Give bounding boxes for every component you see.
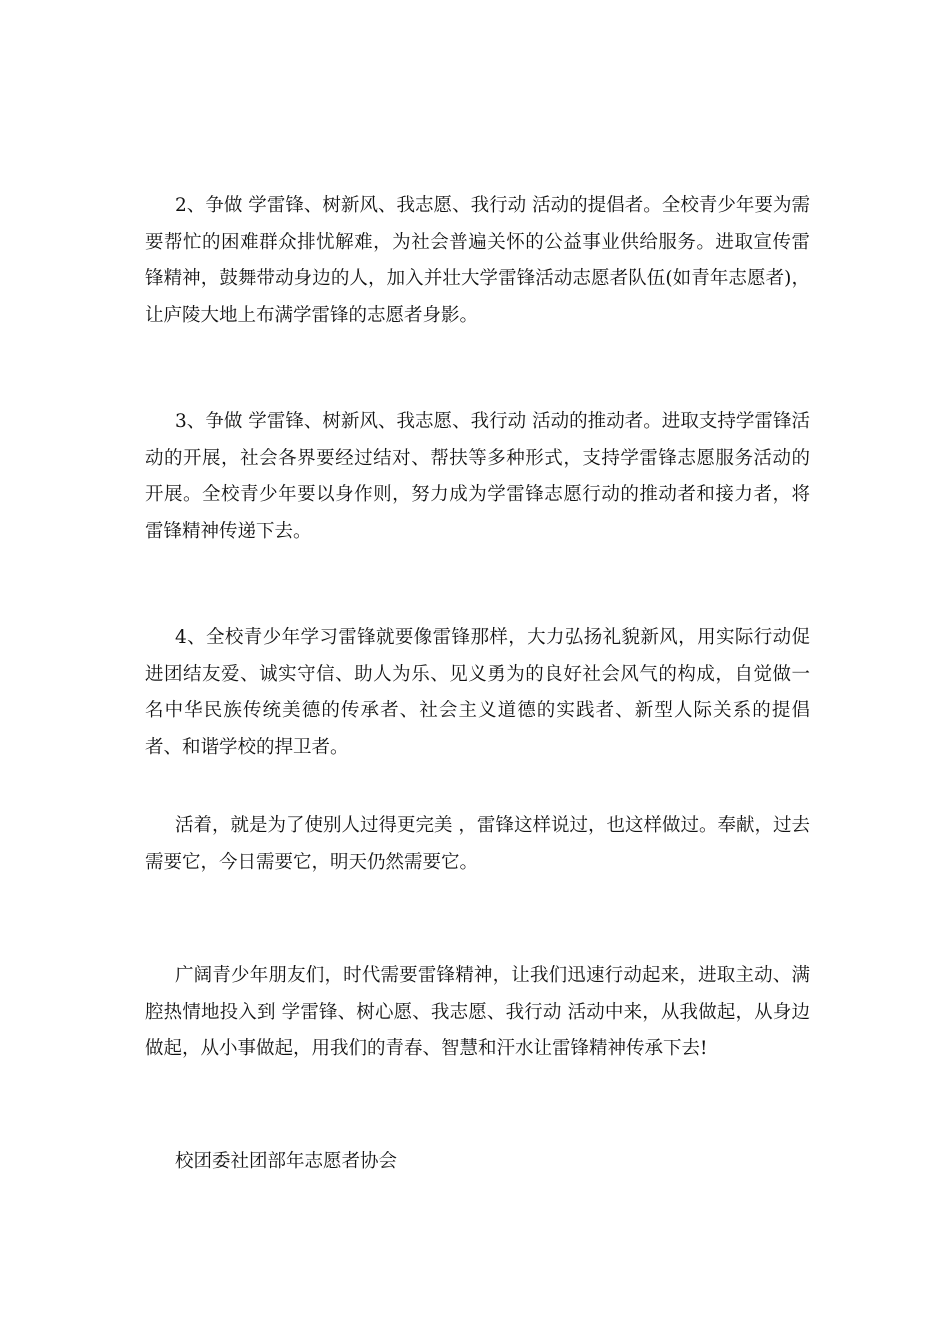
paragraph-dedication: 活着，就是为了使别人过得更完美 ，雷锋这样说过，也这样做过。奉献，过去需要它，今日需要它，明天仍然需要它。 bbox=[145, 815, 810, 873]
paragraph-call-to-action: 广阔青少年朋友们，时代需要雷锋精神，让我们迅速行动起来，进取主动、满腔热情地投入到 学雷锋、树心愿、我志愿、我行动 活动中来，从我做起，从身边做起，从小事做起，用我们的青春、智慧和汗水让雷锋精神传承下去! bbox=[145, 965, 810, 1059]
paragraph-item-3: 3、争做 学雷锋、树新风、我志愿、我行动 活动的推动者。进取支持学雷锋活动的开展，社会各界要经过结对、帮扶等多种形式，支持学雷锋志愿服务活动的开展。全校青少年要以身作则，努力成为学雷锋志愿行动的推动者和接力者，将雷锋精神传递下去。 bbox=[145, 411, 810, 542]
paragraph-item-4: 4、全校青少年学习雷锋就要像雷锋那样，大力弘扬礼貌新风，用实际行动促进团结友爱、诚实守信、助人为乐、见义勇为的良好社会风气的构成，自觉做一名中华民族传统美德的传承者、社会主义道德的实践者、新型人际关系的提倡者、和谐学校的捍卫者。 bbox=[145, 627, 810, 758]
signature-line: 校团委社团部年志愿者协会 bbox=[175, 1151, 398, 1172]
paragraph-item-2: 2、争做 学雷锋、树新风、我志愿、我行动 活动的提倡者。全校青少年要为需要帮忙的困难群众排忧解难，为社会普遍关怀的公益事业供给服务。进取宣传雷锋精神，鼓舞带动身边的人，加入并壮大学雷锋活动志愿者队伍(如青年志愿者)，让庐陵大地上布满学雷锋的志愿者身影。 bbox=[145, 195, 810, 326]
